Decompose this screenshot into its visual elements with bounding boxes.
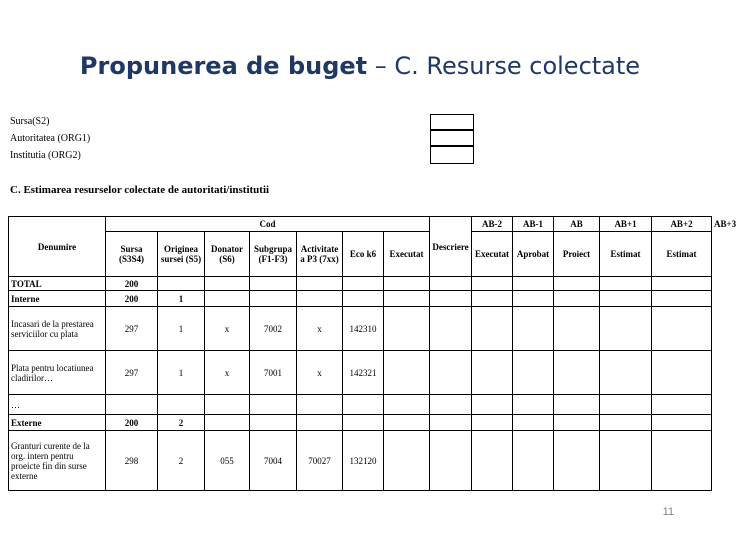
slide-title-bold: Propunerea de buget [79, 52, 368, 80]
row-sursa: 297 [106, 307, 158, 351]
row-subgrupa [250, 277, 297, 291]
header-field-sursa [10, 116, 49, 127]
slide-title-rest: – C. Resurse colectate [367, 52, 641, 80]
row-sursa: 200 [106, 415, 158, 431]
year-header: AB+1 [600, 217, 652, 232]
row-eco: 132120 [343, 431, 384, 491]
header-box-autoritatea [430, 130, 474, 146]
row-denumire: Plata pentru locatiunea cladirilor… [9, 351, 106, 395]
table-row [9, 395, 712, 415]
row-donator [205, 277, 250, 291]
resources-table: Denumire Cod Descriere AB-2 AB-1 AB AB+1 AB+2 AB+3 Sursa (S3S4) Originea sursei (S5) Donator (S6) Subgrupa (F1-F3) Activitate a P3 (7xx) Eco k6 Executat Executat Aprobat Proiect Estimat Estimat TOTAL 200 Interne 200 1 Incasari de la prestarea serviciilor cu plata 297 1 x 7002 x 142310 Plata pentru locatiunea cladirilor… 297 1 x 7001 x 142321 … Externe 200 2 Granturi curente de la org. intern pentru proeicte fin din surse externe 298 2 055 7004 70027 132120 [8, 216, 712, 491]
row-denumire: TOTAL [9, 277, 106, 291]
row-eco [343, 291, 384, 307]
year-subheader: Executat [384, 232, 430, 277]
col-sursa: Sursa (S3S4) [106, 232, 158, 277]
row-originea: 2 [158, 415, 205, 431]
row-activitate [297, 415, 343, 431]
row-activitate [297, 395, 343, 415]
row-donator [205, 291, 250, 307]
header-box-institutia [430, 146, 474, 164]
row-sursa: 297 [106, 351, 158, 395]
header-field-autoritatea [10, 133, 90, 144]
row-originea: 1 [158, 291, 205, 307]
row-eco [343, 277, 384, 291]
row-activitate [297, 291, 343, 307]
year-header: AB+2 [652, 217, 712, 232]
row-donator: x [205, 351, 250, 395]
col-subgrupa: Subgrupa (F1-F3) [250, 232, 297, 277]
row-originea: 1 [158, 307, 205, 351]
row-sursa: 200 [106, 277, 158, 291]
section-title: C. Estimarea resurselor colectate de autoritati/institutii [10, 184, 270, 196]
row-donator [205, 395, 250, 415]
table-row [9, 415, 712, 431]
slide-title [0, 52, 720, 80]
row-denumire: … [9, 395, 106, 415]
row-eco [343, 395, 384, 415]
row-eco [343, 415, 384, 431]
row-donator [205, 415, 250, 431]
col-descriere: Descriere [430, 217, 472, 277]
header-field-label: Institutia (ORG2) [10, 150, 81, 161]
row-denumire: Granturi curente de la org. intern pentru proeicte fin din surse externe [9, 431, 106, 491]
row-subgrupa: 7004 [250, 431, 297, 491]
table-row [9, 431, 712, 491]
year-subheader: Estimat [652, 232, 712, 277]
col-originea: Originea sursei (S5) [158, 232, 205, 277]
year-subheader: Estimat [600, 232, 652, 277]
row-sursa: 298 [106, 431, 158, 491]
col-eco: Eco k6 [343, 232, 384, 277]
header-field-label: Autoritatea (ORG1) [10, 133, 91, 144]
row-donator: x [205, 307, 250, 351]
row-denumire: Interne [9, 291, 106, 307]
table-row [9, 351, 712, 395]
row-subgrupa: 7002 [250, 307, 297, 351]
year-subheader: Aprobat [513, 232, 554, 277]
year-header: AB-1 [513, 217, 554, 232]
row-activitate [297, 277, 343, 291]
year-subheader: Proiect [554, 232, 600, 277]
row-denumire: Externe [9, 415, 106, 431]
row-activitate: 70027 [297, 431, 343, 491]
row-sursa: 200 [106, 291, 158, 307]
col-activitate: Activitate a P3 (7xx) [297, 232, 343, 277]
row-subgrupa [250, 395, 297, 415]
row-subgrupa: 7001 [250, 351, 297, 395]
col-denumire: Denumire [9, 217, 106, 277]
row-subgrupa [250, 291, 297, 307]
header-field-institutia [10, 150, 81, 161]
row-eco: 142321 [343, 351, 384, 395]
row-originea [158, 277, 205, 291]
page-number: 11 [662, 506, 674, 518]
table-row [9, 291, 712, 307]
table-row [9, 277, 712, 291]
header-box-sursa [430, 114, 474, 130]
row-subgrupa [250, 415, 297, 431]
year-header: AB-2 [472, 217, 513, 232]
row-activitate: x [297, 307, 343, 351]
table-row [9, 307, 712, 351]
row-activitate: x [297, 351, 343, 395]
year-header: AB [554, 217, 600, 232]
header-field-label: Sursa(S2) [10, 116, 50, 127]
row-originea: 2 [158, 431, 205, 491]
year-subheader: Executat [472, 232, 513, 277]
group-cod: Cod [106, 217, 430, 232]
row-eco: 142310 [343, 307, 384, 351]
col-donator: Donator (S6) [205, 232, 250, 277]
row-sursa [106, 395, 158, 415]
row-donator: 055 [205, 431, 250, 491]
row-originea [158, 395, 205, 415]
row-denumire: Incasari de la prestarea serviciilor cu plata [9, 307, 106, 351]
row-originea: 1 [158, 351, 205, 395]
